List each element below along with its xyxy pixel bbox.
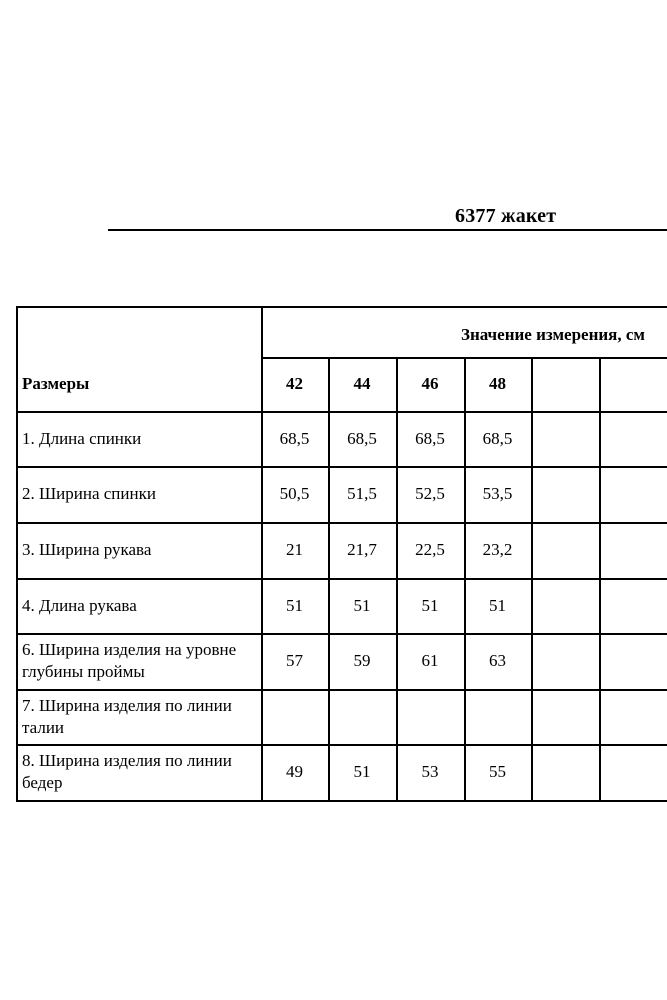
measurement-value: 63 [489,651,506,670]
size-column-header [531,357,599,411]
measurement-value [328,689,396,744]
measurement-value [599,689,667,744]
size-column-header: 46 [421,374,439,393]
measurement-value: 61 [421,651,439,670]
measurement-row-label: 7. Ширина изделия по линии талии [22,695,232,737]
measurement-value [531,633,599,689]
measurement-value: 51 [489,595,506,615]
measurement-value: 49 [286,762,303,781]
measurement-value: 50,5 [279,484,310,503]
measurement-value: 51 [353,762,371,781]
measurement-value: 68,5 [415,428,445,448]
measurement-value: 68,5 [482,428,513,448]
size-column-header: 44 [353,374,371,393]
measurement-header: Значение измерения, см [460,324,645,344]
measurement-value [396,689,464,744]
size-column-header: 42 [286,374,303,393]
measurement-value [531,466,599,522]
measurement-value: 51 [353,595,371,615]
measurement-value: 21 [286,540,303,559]
measurement-row-label: 4. Длина рукава [22,595,137,615]
measurement-value: 68,5 [347,428,377,448]
measurement-value [464,689,531,744]
measurement-row-label: 8. Ширина изделия по линии бедер [22,751,232,792]
size-column-header: 48 [489,374,506,393]
measurement-value: 57 [286,651,303,670]
measurement-value [599,466,667,522]
measurement-row-label: 2. Ширина спинки [22,484,156,503]
measurement-value: 53,5 [482,484,513,503]
measurement-value: 68,5 [279,428,310,448]
measurement-value [531,411,599,466]
measurement-value [531,744,599,800]
measurement-value [599,522,667,578]
measurement-value [599,411,667,466]
measurement-value [531,522,599,578]
measurement-value [599,578,667,633]
sizes-header-label: Размеры [22,374,90,393]
measurement-row-label: 1. Длина спинки [22,428,142,448]
title-underline [108,229,667,231]
document-title: 6377 жакет [455,205,557,227]
measurement-value: 52,5 [415,484,445,503]
measurement-value [599,744,667,800]
measurement-value: 21,7 [347,540,377,559]
table-hline [16,800,667,802]
measurement-value: 51 [286,595,303,615]
measurement-value: 55 [489,762,506,781]
measurement-value [531,689,599,744]
measurement-row-label: 6. Ширина изделия на уровне глубины проймы [22,640,237,681]
measurement-value: 53 [421,762,439,781]
measurement-value [261,689,328,744]
size-column-header [599,357,667,411]
measurement-value: 22,5 [415,540,445,559]
measurement-value: 51 [421,595,439,615]
measurement-value [531,578,599,633]
measurement-row-label: 3. Ширина рукава [22,540,152,559]
measurement-value [599,633,667,689]
measurement-value: 51,5 [347,484,377,503]
measurement-value: 23,2 [482,540,513,559]
measurement-value: 59 [353,651,371,670]
